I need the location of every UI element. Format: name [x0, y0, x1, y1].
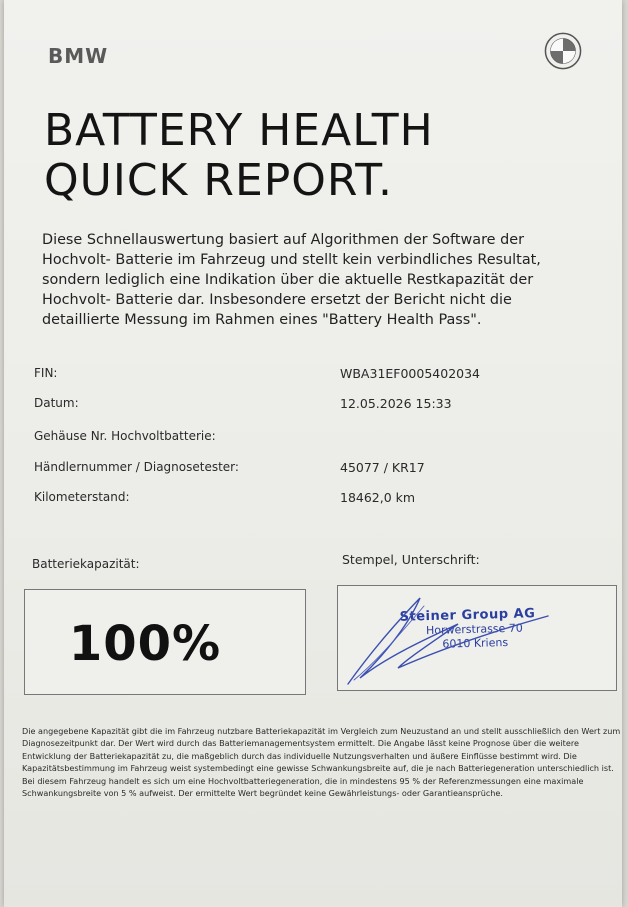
stamp-box: [337, 585, 617, 691]
title-line-1: BATTERY HEALTH: [44, 105, 434, 156]
stamp-company: Steiner Group AG: [399, 606, 536, 625]
signature: [338, 586, 616, 690]
field-date: [32, 396, 592, 416]
stamp-city: 6010 Kriens: [442, 635, 509, 651]
report-page: [4, 0, 622, 907]
field-label: Datum:: [34, 396, 79, 410]
field-fin: [32, 366, 592, 386]
capacity-value: 100%: [68, 616, 222, 672]
intro-text: Diese Schnellauswertung basiert auf Algorithmen der Software der Hochvolt- Batterie im Fahrzeug und stellt kein verbindliches Resultat, sondern lediglich eine Indikation über die aktuelle Restkapazität der Hochvolt- Batterie dar. Insbesondere ersetzt der Bericht nicht die detaillierte Messung im Rahmen eines "Battery Health Pass".: [42, 232, 541, 328]
capacity-box: [24, 589, 306, 695]
disclaimer-footnote: Die angegebene Kapazität gibt die im Fahrzeug nutzbare Batteriekapazität im Vergleich zum Neuzustand an und stellt ausschließlich den Wert zum Diagnosezeitpunkt dar. Der Wert wird durch das Batteriemanagementsystem ermittelt. Die Angabe lässt keine Prognose über die weitere Entwicklung der Batteriekapazität zu, die maßgeblich durch das individuelle Nutzungsverhalten und äußere Einflüsse bestimmt wird. Die Kapazitätsbestimmung im Fahrzeug weist systembedingt eine gewisse Schwankungsbreite auf, die je nach Batteriegeneration unterschiedlich ist. Bei diesem Fahrzeug handelt es sich um eine Hochvoltbatteriegeneration, die in mindestens 95 % der Referenzmessungen eine maximale Schwankungsbreite von 5 % aufweist. Der ermittelte Wert begründet keine Gewährleistungs- oder Garantieansprüche.: [22, 726, 621, 799]
field-value: WBA31EF0005402034: [340, 366, 481, 381]
stamp-street: Horwerstrasse 70: [425, 621, 523, 638]
field-label: FIN:: [34, 366, 58, 380]
field-label: Kilometerstand:: [34, 490, 130, 504]
field-value: 45077 / KR17: [340, 460, 425, 475]
title-line-2: QUICK REPORT.: [44, 155, 393, 206]
field-value: 12.05.2026 15:33: [340, 396, 452, 411]
capacity-label: Batteriekapazität:: [32, 557, 140, 571]
field-dealer-number: [32, 460, 592, 480]
report-title: [44, 106, 434, 206]
field-label: Händlernummer / Diagnosetester:: [34, 460, 239, 474]
bmw-roundel-icon: [544, 32, 582, 70]
field-label: Gehäuse Nr. Hochvoltbatterie:: [34, 429, 216, 443]
field-mileage: [32, 490, 592, 510]
field-battery-housing: [32, 429, 592, 449]
field-value: 18462,0 km: [340, 490, 416, 505]
stamp-label: Stempel, Unterschrift:: [342, 552, 480, 567]
brand-name: BMW: [48, 44, 109, 68]
